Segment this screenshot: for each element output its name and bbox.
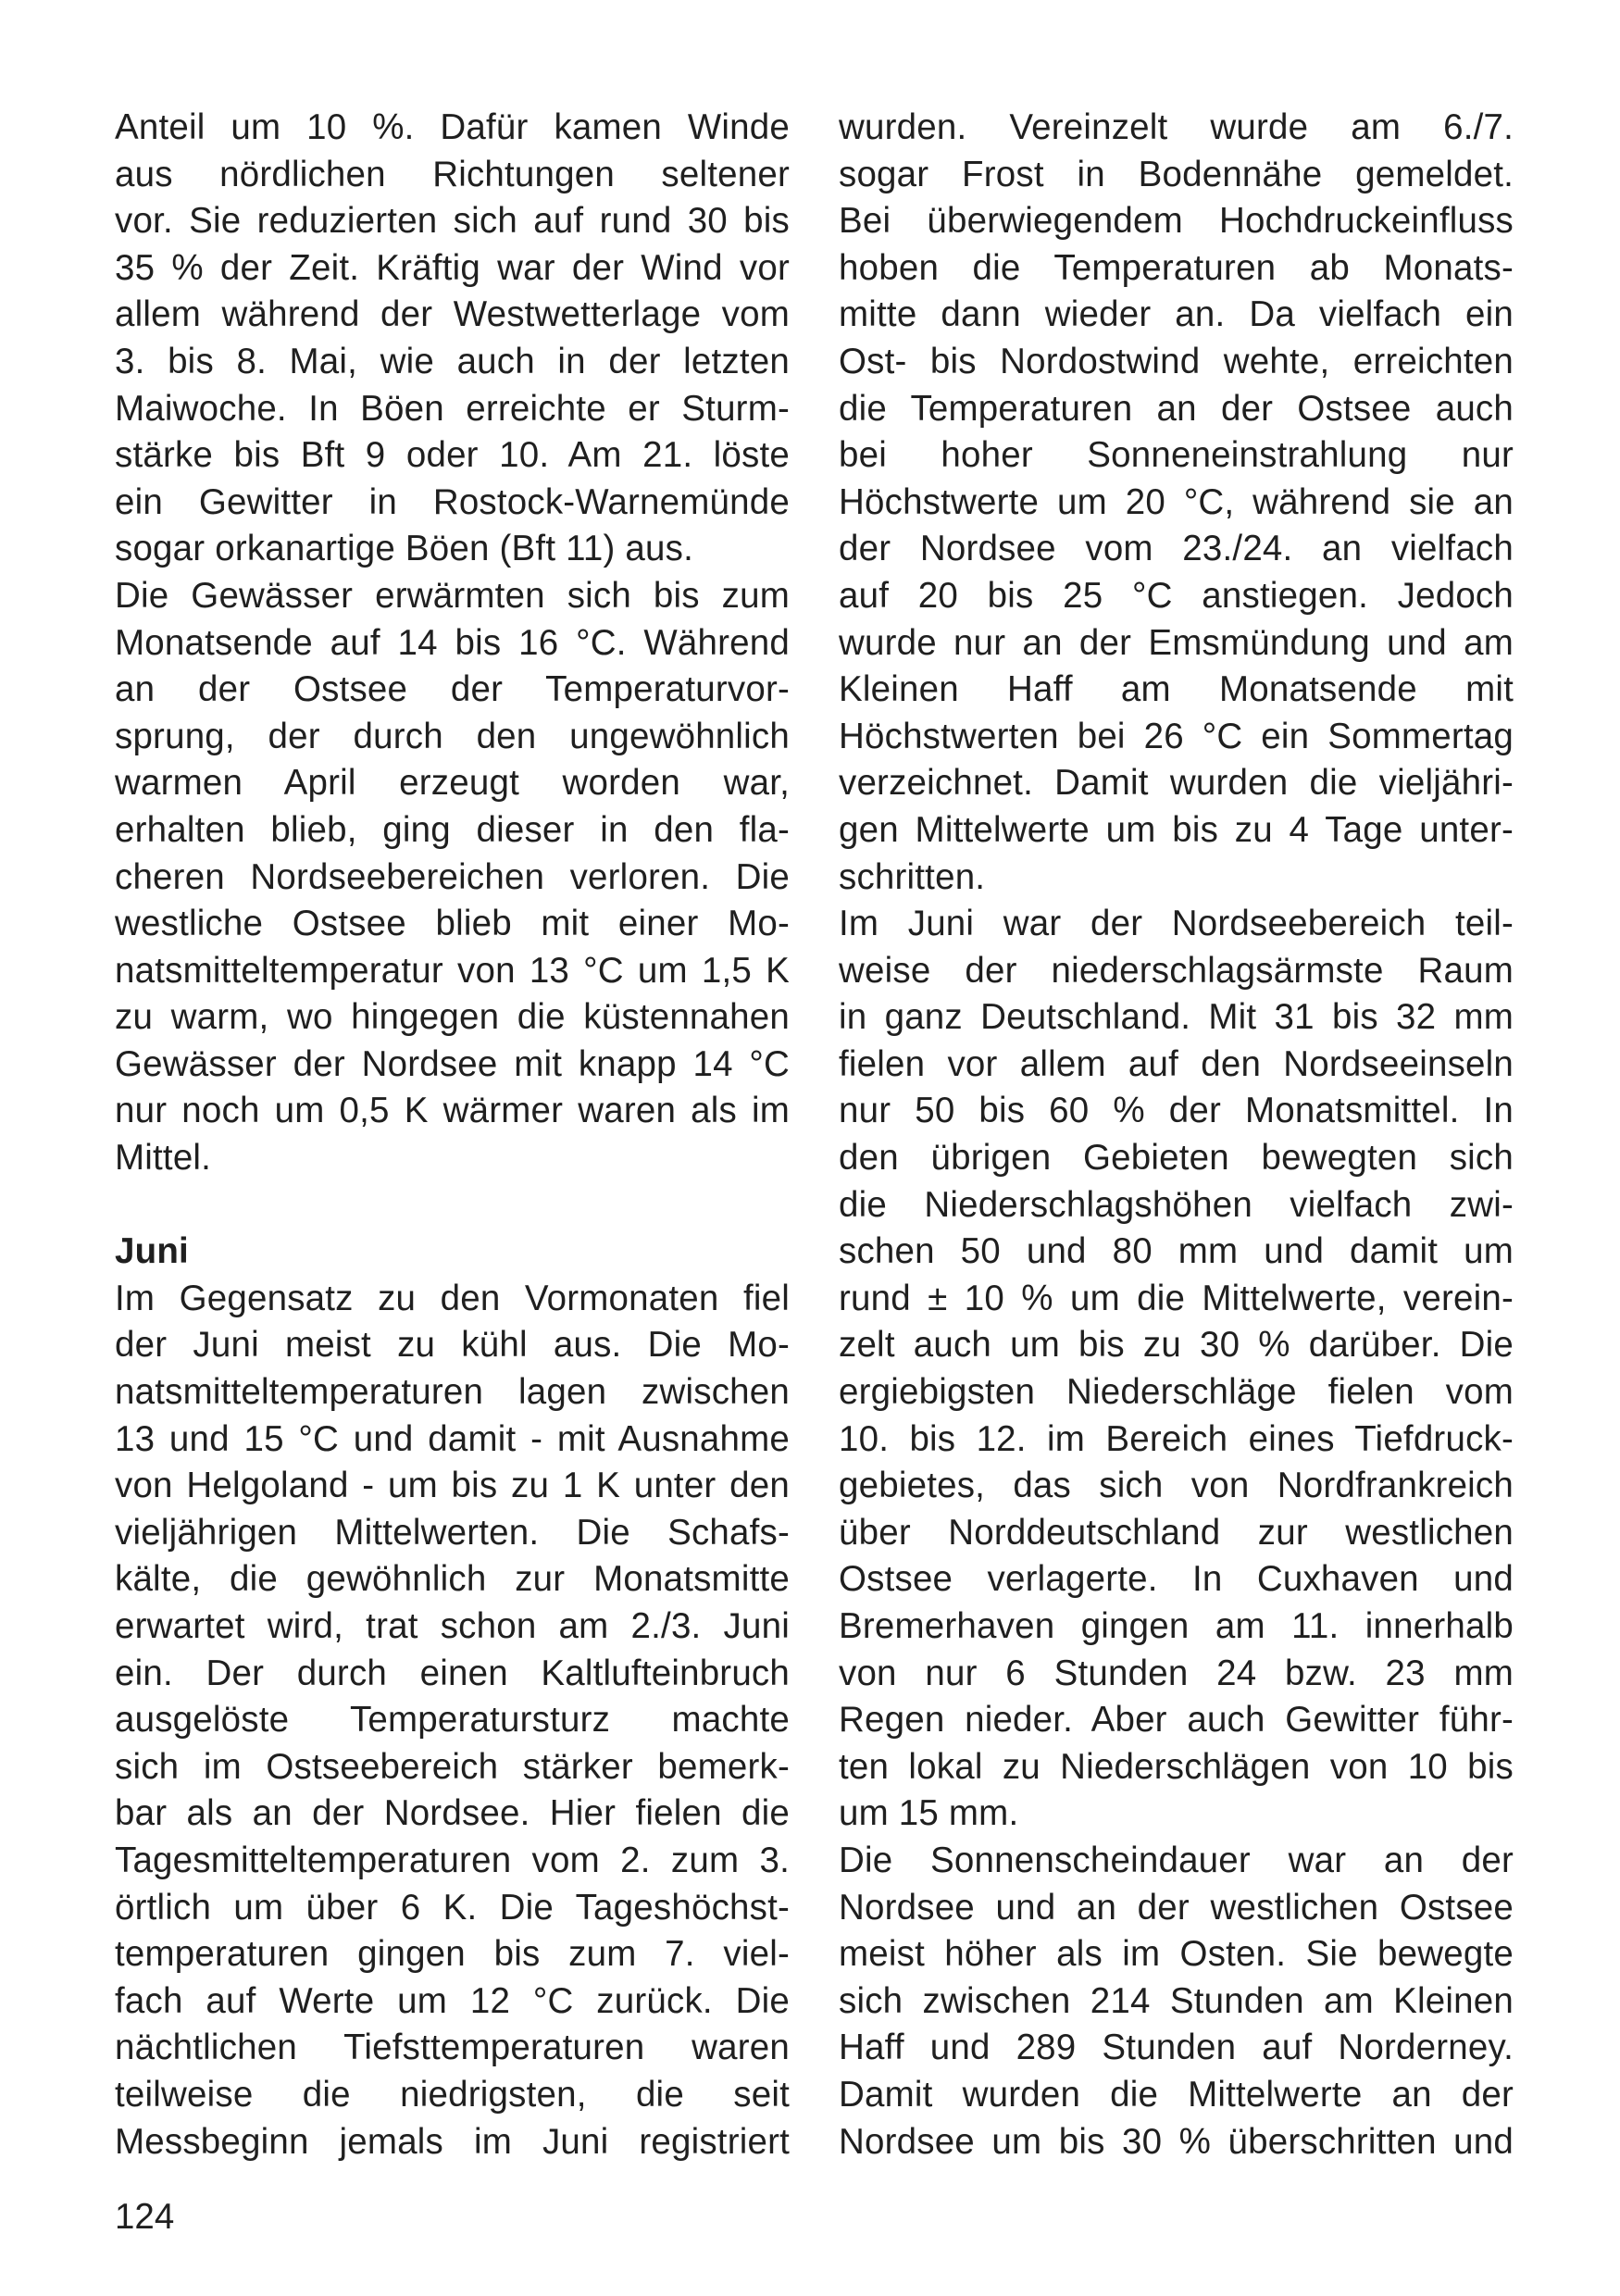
left-text-column xyxy=(115,105,790,2165)
text-line: auf 20 bis 25 °C anstiegen. Jedoch xyxy=(839,575,1514,616)
text-line: 10. bis 12. im Bereich eines Tiefdruck- xyxy=(839,1418,1514,1459)
text-line: Haff und 289 Stunden auf Norderney. xyxy=(839,2028,1514,2068)
text-line: ausgelöste Temperatursturz machte xyxy=(115,1700,790,1741)
text-line: von Helgoland - um bis zu 1 K unter den xyxy=(115,1466,790,1506)
text-line: ten lokal zu Niederschlägen von 10 bis xyxy=(839,1746,1514,1787)
text-line: mitte dann wieder an. Da vielfach ein xyxy=(839,294,1514,335)
text-line: aus nördlichen Richtungen seltener xyxy=(115,154,790,194)
text-line: ein Gewitter in Rostock-Warnemünde xyxy=(115,481,790,522)
text-line: bar als an der Nordsee. Hier fielen die xyxy=(115,1793,790,1834)
text-line: Tagesmitteltemperaturen vom 2. zum 3. xyxy=(115,1840,790,1880)
text-line: kälte, die gewöhnlich zur Monatsmitte xyxy=(115,1559,790,1600)
text-line: nur 50 bis 60 % der Monatsmittel. In xyxy=(839,1091,1514,1131)
text-line: der Nordsee vom 23./24. an vielfach xyxy=(839,529,1514,569)
text-line: wurden. Vereinzelt wurde am 6./7. xyxy=(839,107,1514,147)
text-line: Monatsende auf 14 bis 16 °C. Während xyxy=(115,622,790,663)
text-line: ergiebigsten Niederschläge fielen vom xyxy=(839,1372,1514,1413)
text-line: Anteil um 10 %. Dafür kamen Winde xyxy=(115,107,790,147)
right-text-column xyxy=(839,105,1514,2165)
text-line: fach auf Werte um 12 °C zurück. Die xyxy=(115,1980,790,2021)
text-line: über Norddeutschland zur westlichen xyxy=(839,1512,1514,1553)
text-line: die Niederschlagshöhen vielfach zwi- xyxy=(839,1184,1514,1225)
text-line: sogar orkanartige Böen (Bft 11) aus. xyxy=(115,529,693,569)
text-line: Regen nieder. Aber auch Gewitter führ- xyxy=(839,1700,1514,1741)
text-line: sprung, der durch den ungewöhnlich xyxy=(115,716,790,756)
text-line: Nordsee um bis 30 % überschritten und xyxy=(839,2121,1514,2162)
text-line: nächtlichen Tiefsttemperaturen waren xyxy=(115,2028,790,2068)
text-line: gen Mittelwerte um bis zu 4 Tage unter- xyxy=(839,809,1514,850)
text-line: Maiwoche. In Böen erreichte er Sturm- xyxy=(115,388,790,429)
text-line: Höchstwerten bei 26 °C ein Sommertag xyxy=(839,716,1514,756)
text-line: Damit wurden die Mittelwerte an der xyxy=(839,2074,1514,2115)
text-line: sogar Frost in Bodennähe gemeldet. xyxy=(839,154,1514,194)
text-line: der Juni meist zu kühl aus. Die Mo- xyxy=(115,1325,790,1366)
text-line: Die Gewässer erwärmten sich bis zum xyxy=(115,575,790,616)
text-line: Im Juni war der Nordseebereich teil- xyxy=(839,904,1514,944)
text-line: stärke bis Bft 9 oder 10. Am 21. löste xyxy=(115,435,790,476)
text-line: Ost- bis Nordostwind wehte, erreichten xyxy=(839,341,1514,381)
text-line: Nordsee und an der westlichen Ostsee xyxy=(839,1887,1514,1928)
text-line: 35 % der Zeit. Kräftig war der Wind vor xyxy=(115,247,790,288)
text-line: Die Sonnenscheindauer war an der xyxy=(839,1840,1514,1880)
text-line: Ostsee verlagerte. In Cuxhaven und xyxy=(839,1559,1514,1600)
text-line: fielen vor allem auf den Nordseeinseln xyxy=(839,1043,1514,1084)
text-line: natsmitteltemperatur von 13 °C um 1,5 K xyxy=(115,950,790,991)
page-number: 124 xyxy=(115,2197,175,2237)
text-line: in ganz Deutschland. Mit 31 bis 32 mm xyxy=(839,997,1514,1038)
text-line: an der Ostsee der Temperaturvor- xyxy=(115,669,790,710)
text-line: hoben die Temperaturen ab Monats- xyxy=(839,247,1514,288)
text-line: temperaturen gingen bis zum 7. viel- xyxy=(115,1934,790,1975)
blank-line xyxy=(115,1182,790,1229)
text-line: 3. bis 8. Mai, wie auch in der letzten xyxy=(115,341,790,381)
text-line: nur noch um 0,5 K wärmer waren als im xyxy=(115,1091,790,1131)
text-line: Höchstwerte um 20 °C, während sie an xyxy=(839,481,1514,522)
text-line: die Temperaturen an der Ostsee auch xyxy=(839,388,1514,429)
text-line: gebietes, das sich von Nordfrankreich xyxy=(839,1466,1514,1506)
text-line: Im Gegensatz zu den Vormonaten fiel xyxy=(115,1278,790,1318)
text-line: den übrigen Gebieten bewegten sich xyxy=(839,1138,1514,1179)
text-line: westliche Ostsee blieb mit einer Mo- xyxy=(115,904,790,944)
text-line: weise der niederschlagsärmste Raum xyxy=(839,950,1514,991)
text-line: meist höher als im Osten. Sie bewegte xyxy=(839,1934,1514,1975)
text-line: erwartet wird, trat schon am 2./3. Juni xyxy=(115,1606,790,1646)
text-line: Bei überwiegendem Hochdruckeinfluss xyxy=(839,201,1514,242)
text-line: sich zwischen 214 Stunden am Kleinen xyxy=(839,1980,1514,2021)
text-line: 13 und 15 °C und damit - mit Ausnahme xyxy=(115,1418,790,1459)
text-line: wurde nur an der Emsmündung und am xyxy=(839,622,1514,663)
text-line: örtlich um über 6 K. Die Tageshöchst- xyxy=(115,1887,790,1928)
text-line: natsmitteltemperaturen lagen zwischen xyxy=(115,1372,790,1413)
text-line: Mittel. xyxy=(115,1138,212,1179)
text-line: schen 50 und 80 mm und damit um xyxy=(839,1231,1514,1272)
text-line: warmen April erzeugt worden war, xyxy=(115,763,790,804)
text-line: cheren Nordseebereichen verloren. Die xyxy=(115,856,790,897)
text-line: Messbeginn jemals im Juni registriert xyxy=(115,2121,790,2162)
text-line: teilweise die niedrigsten, die seit xyxy=(115,2074,790,2115)
text-line: Gewässer der Nordsee mit knapp 14 °C xyxy=(115,1043,790,1084)
text-line: von nur 6 Stunden 24 bzw. 23 mm xyxy=(839,1653,1514,1693)
text-line: vieljährigen Mittelwerten. Die Schafs- xyxy=(115,1512,790,1553)
text-line: sich im Ostseebereich stärker bemerk- xyxy=(115,1746,790,1787)
text-line: erhalten blieb, ging dieser in den fla- xyxy=(115,809,790,850)
text-line: verzeichnet. Damit wurden die vieljähri- xyxy=(839,763,1514,804)
text-line: vor. Sie reduzierten sich auf rund 30 bis xyxy=(115,201,790,242)
section-heading: Juni xyxy=(115,1231,189,1272)
text-line: Bremerhaven gingen am 11. innerhalb xyxy=(839,1606,1514,1646)
text-line: zu warm, wo hingegen die küstennahen xyxy=(115,997,790,1038)
text-line: schritten. xyxy=(839,856,986,897)
text-line: allem während der Westwetterlage vom xyxy=(115,294,790,335)
text-line: ein. Der durch einen Kaltlufteinbruch xyxy=(115,1653,790,1693)
text-line: rund ± 10 % um die Mittelwerte, verein- xyxy=(839,1278,1514,1318)
text-line: um 15 mm. xyxy=(839,1793,1019,1834)
text-line: Kleinen Haff am Monatsende mit xyxy=(839,669,1514,710)
text-line: zelt auch um bis zu 30 % darüber. Die xyxy=(839,1325,1514,1366)
text-line: bei hoher Sonneneinstrahlung nur xyxy=(839,435,1514,476)
